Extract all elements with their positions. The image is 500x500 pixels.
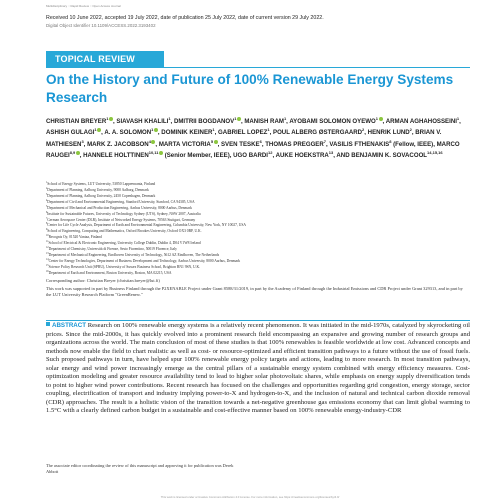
author-affiliation-index: 12 [268,150,273,156]
abstract-text: Research on 100% renewable energy systems is a relatively recent phenomenon. It was initiated in the mid-1970s, catalyzed by skyrocketing oil prices. Since the mid-2000s, it has quickly evolved into a prominent research field encompassing an expansive and growing number of research groups and organizations across the world. The main conclusion of most of these studies is that 100% renewables is feasible worldwide at low cost. Advanced concepts and methods now enable the field to chart realistic as well as cost- or resource-optimized and efficient transition pathways to a future without the use of fossil fuels. Such proposed pathways in turn, have helped spur 100% renewable energy policy targets and actions, leading to more research. In most transition pathways, solar energy and wind power increasingly emerge as the central pillars of a sustainable energy system combined with energy efficiency measures. Cost-optimization modeling and greater resource availability tend to lead to higher solar photovoltaic shares, while emphasis on energy supply diversification tends to point to higher wind power contributions. Recent research has focused on the challenges and opportunities regarding grid congestion, energy storage, sector coupling, electrification of transport and industry implying power-to-X and hydrogen-to-X, and the inclusion of natural and technical carbon dioxide removal (CDR) approaches. The result is a holistic vision of the transition towards a net-negative greenhouse gas emissions economy that can limit global warming to 1.5°C with a clearly defined carbon budget in a sustainable and cost-effective manner based on 100% renewable energy-industry-CDR [46,322,470,414]
author-name: SVEN TESKE [220,140,260,148]
author-name: CHRISTIAN BREYER [46,118,107,126]
author-affiliation-index: 7 [323,138,327,144]
author-affiliation-index: 1 [94,127,97,133]
affiliation-index: 5 [46,204,48,208]
affiliation-item: $^6$Institute for Sustainable Futures, University of Technology Sydney (UTS), Sydney, NSW 2007, Australia [46,210,201,216]
author-name: UGO BARDI [233,152,268,160]
author-affiliation-index: 8 [389,138,392,144]
doi-line: Digital Object Identifier 10.1109/ACCESS.2022.3193402 [46,23,156,28]
author-name: BRIAN V. MATHIESEN [46,129,442,148]
author-affiliation-index: 1 [168,116,171,121]
affiliation-index: 1 [46,181,48,184]
author-affiliation-index: 6 [259,138,262,144]
affiliation-item: $^9$School of Engineering, Computing and Mathematics, Oxford Brookes University, Oxford OX3 0BP, U.K. [46,228,202,234]
author-affiliation-index: 4 [148,138,151,144]
affiliation-item: $^{16}$Department of Earth and Environment, Boston University, Boston, MA 02215, USA [46,269,172,276]
affiliation-index: 8 [46,222,48,226]
affiliation-index: 9 [46,228,48,232]
author-name: MARK Z. JACOBSON [87,140,149,148]
editor-note: The associate editor coordinating the review of this manuscript and approving it for publication was Derek Abbott [46,463,234,474]
affiliation-index: 11 [46,240,49,244]
author-name: DMITRII BOGDANOV [173,118,235,126]
affiliation-item: $^5$Department of Mechanical and Production Engineering, Aarhus University, 8000 Aarhus, Denmark [46,204,192,210]
funding-statement: This work was supported in part by Business Finland through the P2XENABLE Project under Grant 8588/31/2019, in part by the Academy of Finland through the Industrial Emissions and CDR Project under Grant 329313, and in part by the LUT University Research Platform "GreenRenew." [46,286,463,297]
author-name: DOMINIK KEINER [161,129,213,137]
affiliation-index: 10 [46,234,49,238]
affiliation-item: $^{14}$Center for Energy Technologies, Department of Business Development and Technology, Aarhus University, 8000 Aarhus, Denmark [46,257,241,264]
abstract-block [46,322,470,416]
affiliation-index: 6 [46,210,48,214]
author-name: AUKE HOEKSTRA [275,152,329,160]
received-dates: Received 10 June 2022, accepted 19 July 2022, date of publication 25 July 2022, date of current version 29 July 2022. [46,15,324,21]
affiliation-index: 4 [46,198,48,202]
affiliation-index: 12 [46,246,49,250]
author-affiliation-index: 1 [106,116,109,121]
author-name: THOMAS PREGGER [265,140,324,148]
affiliation-item: $^7$German Aerospace Center (DLR), Institute of Networked Energy Systems, 70563 Stuttgart, Germany [46,216,196,222]
affiliation-index: 16 [46,269,49,273]
author-name: AND BENJAMIN K. SOVACOOL [336,152,428,160]
author-affiliation-index: 1 [151,127,154,133]
author-name: HENRIK LUND [367,129,410,137]
affiliation-item: $^{15}$Science Policy Research Unit (SPRU), University of Sussex Business School, Brighton BN1 9SN, U.K. [46,263,201,270]
author-affiliation-index: 3 [81,138,84,144]
author-name: AYOBAMI SOLOMON OYEWO [289,118,376,126]
affiliation-item: $^4$Department of Civil and Environmental Engineering, Stanford University, Stanford, CA 94305, USA [46,198,195,204]
affiliation-index: 13 [46,252,49,256]
topical-review-tag: TOPICAL REVIEW [46,51,164,68]
author-affiliation-index: 1 [234,116,237,121]
author-name: ARMAN AGHAHOSSEINI [385,118,457,126]
journal-header-bar: Multidisciplinary :: Rapid Review :: Open Access Journal [46,4,121,8]
author-name: GABRIEL LOPEZ [218,129,268,137]
paper-title: On the History and Future of 100% Renewable Energy Systems Research [46,72,454,105]
author-name: A. A. SOLOMON [104,129,152,137]
abstract-label: ABSTRACT [52,322,87,329]
abstract-marker-icon [46,322,50,326]
affiliation-item: $^{13}$Department of Mechanical Engineering, Eindhoven University of Technology, 5612 AZ Eindhoven, The Netherlands [46,252,220,258]
author-list: CHRISTIAN BREYER$^1$ , SIAVASH KHALILI$^1$, DMITRII BOGDANOV$^1$ , MANISH RAM$^1$, AYOBAMI SOLOMON OYEWO$^1$ , ARMAN AGHAHOSSEINI$^1$, ASHISH GULAGI$^1$ , A. A. SOLOMON$^1$ , DOMINIK KEINER$^1$, GABRIEL LOPEZ$^1$, POUL ALBERG ØSTERGAARD$^2$, HENRIK LUND$^2$, BRIAN V. MATHIESEN$^3$, MARK Z. JACOBSON$^4$ , MARTA VICTORIA$^5$ , SVEN TESKE$^6$, THOMAS PREGGER$^7$, VASILIS FTHENAKIS$^8$ (Fellow, IEEE), MARCO RAUGEI$^{8,9}$ , HANNELE HOLTTINEN$^{10,11}$ (Senior Member, IEEE), UGO BARDI$^{12}$, AUKE HOEKSTRA$^{13}$, AND BENJAMIN K. SOVACOOL$^{14,15,16}$ [46,116,461,160]
license-footer: This work is licensed under a Creative Commons Attribution 4.0 License. For more information, see https://creativecommons.org/licenses/by/4.0/ [160,495,340,499]
author-affiliation-index: 1 [456,116,460,121]
affiliation-list [46,181,466,276]
author-affiliation-index: 13 [328,150,334,156]
author-name: MANISH RAM [244,118,284,126]
affiliation-item: $^{11}$School of Electrical & Electronic Engineering, University College Dublin, Dublin 4, D04 V1W8 Ireland [46,240,201,246]
affiliation-index: 14 [46,257,49,261]
affiliation-item: $^8$Center for Life Cycle Analysis, Department of Earth and Environmental Engineering, Columbia University, New York, NY 10027, USA [46,222,247,228]
author-affiliation-index: 1 [375,116,379,121]
author-affiliation-index: 1 [283,116,287,121]
author-name: POUL ALBERG ØSTERGAARD [273,129,363,137]
affiliation-index: 3 [46,192,48,196]
tag-divider [164,67,470,68]
affiliation-index: 15 [46,263,49,267]
abstract-divider [46,320,470,321]
author-affiliation-index: 14,15,16 [427,150,443,156]
author-name: SIAVASH KHALILI [116,118,169,126]
author-name: VASILIS FTHENAKIS [329,140,390,148]
author-name: MARTA VICTORIA [158,140,211,148]
author-affiliation-index: 10,11 [148,150,159,156]
affiliation-item: $^3$Department of Planning, Aalborg University, 2450 Copenhagen, Denmark [46,192,156,199]
affiliation-index: 2 [46,186,48,190]
corresponding-author: Corresponding author: Christian Breyer (christian.breyer@lut.fi) [46,278,160,283]
author-affiliation-index: 1 [267,127,270,133]
affiliation-item: $^{12}$Department of Chemistry, Università di Firenze, Sesto Fiorentino, 50019 Florence, Italy [46,246,177,252]
affiliation-item: $^2$Department of Planning, Aalborg University, 9000 Aalborg, Denmark [46,186,149,193]
affiliation-index: 7 [46,216,48,220]
author-affiliation-index: 5 [210,138,214,144]
author-name: MARCO RAUGEI [46,140,460,160]
author-name: ASHISH GULAGI [46,129,95,137]
author-name: HANNELE HOLTTINEN [83,152,149,160]
author-affiliation-index: 2 [409,127,412,133]
affiliation-item: $^{10}$Recognis Oy, 01520 Vantaa, Finland [46,234,102,240]
author-affiliation-index: 8,9 [69,150,76,156]
author-affiliation-index: 2 [362,127,365,133]
affiliation-item: $^1$School of Energy Systems, LUT University, 53850 Lappeenranta, Finland [46,181,156,187]
author-affiliation-index: 1 [212,127,215,133]
